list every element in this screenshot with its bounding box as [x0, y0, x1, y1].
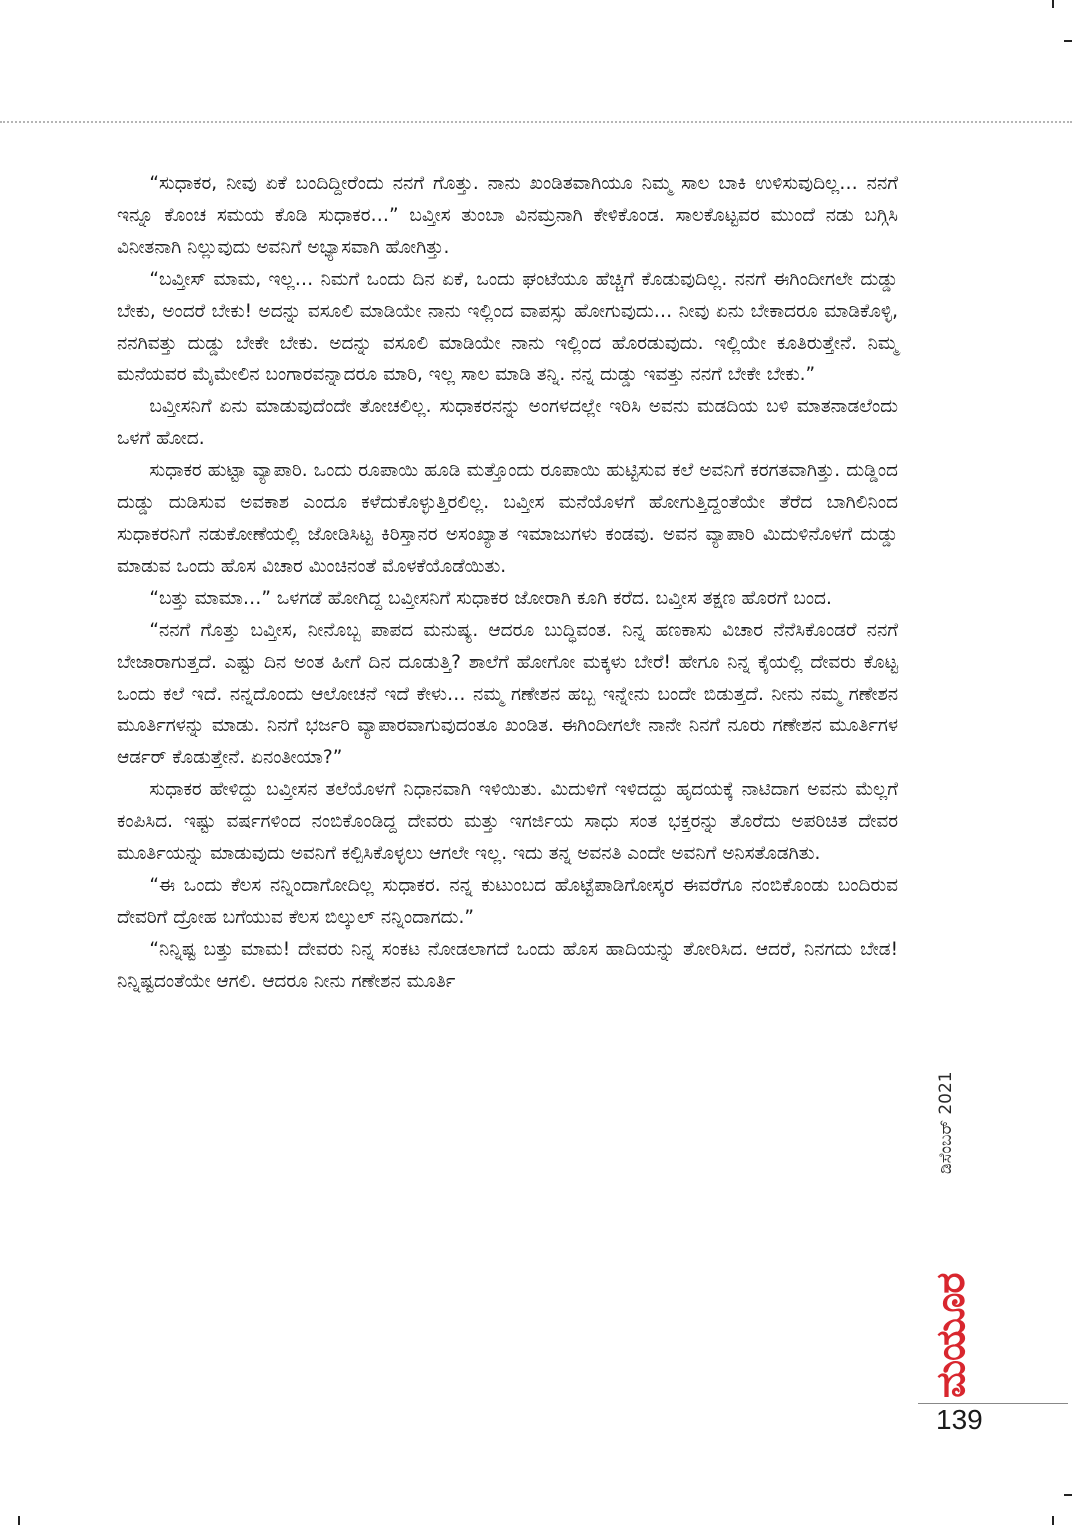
paragraph: “ಈ ಒಂದು ಕೆಲಸ ನನ್ನಿಂದಾಗೋದಿಲ್ಲ ಸುಧಾಕರ. ನನ್ನ ಕುಟುಂಬದ ಹೊಟ್ಟೆಪಾಡಿಗೋಸ್ಕರ ಈವರೆಗೂ ನಂಬಿಕೊಂಡು ಬಂದಿರುವ ದೇವರಿಗೆ ದ್ರೋಹ ಬಗೆಯುವ ಕೆಲಸ ಬಿಲ್ಕುಲ್ ನನ್ನಿಂದಾಗದು.” — [117, 874, 898, 928]
crop-mark-right-upper — [1064, 40, 1072, 42]
paragraph: “ನನಗೆ ಗೊತ್ತು ಬವ್ತೀಸ, ನೀನೊಬ್ಬ ಪಾಪದ ಮನುಷ್ಯ. ಆದರೂ ಬುದ್ಧಿವಂತ. ನಿನ್ನ ಹಣಕಾಸು ವಿಚಾರ ನೆನೆಸಿಕೊಂಡರೆ ನನಗೆ ಬೇಜಾರಾಗುತ್ತದೆ. ಎಷ್ಟು ದಿನ ಅಂತ ಹೀಗೆ ದಿನ ದೂಡುತ್ತಿ? ಶಾಲೆಗೆ ಹೋಗೋ ಮಕ್ಕಳು ಬೇರೆ! ಹೇಗೂ ನಿನ್ನ ಕೈಯಲ್ಲಿ ದೇವರು ಕೊಟ್ಟ ಒಂದು ಕಲೆ ಇದೆ. ನನ್ನದೊಂದು ಆಲೋಚನೆ ಇದೆ ಕೇಳು… ನಮ್ಮ ಗಣೇಶನ ಹಬ್ಬ ಇನ್ನೇನು ಬಂದೇ ಬಿಡುತ್ತದೆ. ನೀನು ನಮ್ಮ ಗಣೇಶನ ಮೂರ್ತಿಗಳನ್ನು ಮಾಡು. ನಿನಗೆ ಭರ್ಜರಿ ವ್ಯಾಪಾರವಾಗುವುದಂತೂ ಖಂಡಿತ. ಈಗಿಂದೀಗಲೇ ನಾನೇ ನಿನಗೆ ನೂರು ಗಣೇಶನ ಮೂರ್ತಿಗಳ ಆರ್ಡರ್ ಕೊಡುತ್ತೇನೆ. ಏನಂತೀಯಾ?” — [117, 619, 898, 769]
crop-mark-bottom-left — [18, 1516, 20, 1525]
article-body — [117, 168, 898, 998]
page-number: 139 — [936, 1404, 983, 1435]
header-dotted-rule — [0, 121, 1072, 123]
paragraph: “ಬತ್ತು ಮಾಮಾ…” ಒಳಗಡೆ ಹೋಗಿದ್ದ ಬವ್ತೀಸನಿಗೆ ಸುಧಾಕರ ಜೋರಾಗಿ ಕೂಗಿ ಕರೆದ. ಬವ್ತೀಸ ತಕ್ಷಣ ಹೊರಗೆ ಬಂದ. — [149, 587, 832, 609]
paragraph: “ಬವ್ತೀಸ್ ಮಾಮ, ಇಲ್ಲ… ನಿಮಗೆ ಒಂದು ದಿನ ಏಕೆ, ಒಂದು ಘಂಟೆಯೂ ಹೆಚ್ಚಿಗೆ ಕೊಡುವುದಿಲ್ಲ. ನನಗೆ ಈಗಿಂದೀಗಲೇ ದುಡ್ಡು ಬೇಕು, ಅಂದರೆ ಬೇಕು! ಅದನ್ನು ವಸೂಲಿ ಮಾಡಿಯೇ ನಾನು ಇಲ್ಲಿಂದ ವಾಪಸ್ಸು ಹೋಗುವುದು… ನೀವು ಏನು ಬೇಕಾದರೂ ಮಾಡಿಕೊಳ್ಳಿ, ನನಗಿವತ್ತು ದುಡ್ಡು ಬೇಕೇ ಬೇಕು. ಅದನ್ನು ವಸೂಲಿ ಮಾಡಿಯೇ ನಾನು ಇಲ್ಲಿಂದ ಹೊರಡುವುದು. ಇಲ್ಲಿಯೇ ಕೂತಿರುತ್ತೇನೆ. ನಿಮ್ಮ ಮನೆಯವರ ಮೈಮೇಲಿನ ಬಂಗಾರವನ್ನಾದರೂ ಮಾರಿ, ಇಲ್ಲ ಸಾಲ ಮಾಡಿ ತನ್ನಿ. ನನ್ನ ದುಡ್ಡು ಇವತ್ತು ನನಗೆ ಬೇಕೇ ಬೇಕು.” — [117, 268, 898, 386]
crop-mark-right-lower — [1064, 1494, 1072, 1496]
paragraph: ಸುಧಾಕರ ಹುಟ್ಟಾ ವ್ಯಾಪಾರಿ. ಒಂದು ರೂಪಾಯಿ ಹೂಡಿ ಮತ್ತೊಂದು ರೂಪಾಯಿ ಹುಟ್ಟಿಸುವ ಕಲೆ ಅವನಿಗೆ ಕರಗತವಾಗಿತ್ತು. ದುಡ್ಡಿಂದ ದುಡ್ಡು ದುಡಿಸುವ ಅವಕಾಶ ಎಂದೂ ಕಳೆದುಕೊಳ್ಳುತ್ತಿರಲಿಲ್ಲ. ಬವ್ತೀಸ ಮನೆಯೊಳಗೆ ಹೋಗುತ್ತಿದ್ದಂತೆಯೇ ತೆರೆದ ಬಾಗಿಲಿನಿಂದ ಸುಧಾಕರನಿಗೆ ನಡುಕೋಣೆಯಲ್ಲಿ ಜೋಡಿಸಿಟ್ಟ ಕಿರಿಸ್ತಾನರ ಅಸಂಖ್ಯಾತ ಇಮಾಜುಗಳು ಕಂಡವು. ಅವನ ವ್ಯಾಪಾರಿ ಮಿದುಳಿನೊಳಗೆ ದುಡ್ಡು ಮಾಡುವ ಒಂದು ಹೊಸ ವಿಚಾರ ಮಿಂಚಿನಂತೆ ಮೊಳಕೆಯೊಡೆಯಿತು. — [117, 460, 898, 577]
paragraph: ಬವ್ತೀಸನಿಗೆ ಏನು ಮಾಡುವುದೆಂದೇ ತೋಚಲಿಲ್ಲ. ಸುಧಾಕರನನ್ನು ಅಂಗಳದಲ್ಲೇ ಇರಿಸಿ ಅವನು ಮಡದಿಯ ಬಳಿ ಮಾತನಾಡಲೆಂದು ಒಳಗೆ ಹೋದ. — [117, 396, 898, 450]
magazine-logo — [928, 1218, 974, 1398]
issue-date-text: ಡಿಸೆಂಬರ್ 2021 — [936, 1071, 956, 1174]
issue-date — [932, 1071, 962, 1174]
paragraph: “ನಿನ್ನಿಷ್ಟ ಬತ್ತು ಮಾಮ! ದೇವರು ನಿನ್ನ ಸಂಕಟ ನೋಡಲಾಗದೆ ಒಂದು ಹೊಸ ಹಾದಿಯನ್ನು ತೋರಿಸಿದ. ಆದರೆ, ನಿನಗದು ಬೇಡ! ನಿನ್ನಿಷ್ಟದಂತೆಯೇ ಆಗಲಿ. ಆದರೂ ನೀನು ಗಣೇಶನ ಮೂರ್ತಿ — [117, 938, 898, 992]
paragraph: “ಸುಧಾಕರ, ನೀವು ಏಕೆ ಬಂದಿದ್ದೀರೆಂದು ನನಗೆ ಗೊತ್ತು. ನಾನು ಖಂಡಿತವಾಗಿಯೂ ನಿಮ್ಮ ಸಾಲ ಬಾಕಿ ಉಳಿಸುವುದಿಲ್ಲ… ನನಗೆ ಇನ್ನೂ ಕೊಂಚ ಸಮಯ ಕೊಡಿ ಸುಧಾಕರ…” ಬವ್ತೀಸ ತುಂಬಾ ವಿನಮ್ರನಾಗಿ ಕೇಳಿಕೊಂಡ. ಸಾಲಕೊಟ್ಟವರ ಮುಂದೆ ನಡು ಬಗ್ಗಿಸಿ ವಿನೀತನಾಗಿ ನಿಲ್ಲುವುದು ಅವನಿಗೆ ಅಭ್ಯಾಸವಾಗಿ ಹೋಗಿತ್ತು. — [117, 173, 898, 258]
magazine-logo-text: ಮಯೂರ — [928, 1273, 974, 1398]
paragraph: ಸುಧಾಕರ ಹೇಳಿದ್ದು ಬವ್ತೀಸನ ತಲೆಯೊಳಗೆ ನಿಧಾನವಾಗಿ ಇಳಿಯಿತು. ಮಿದುಳಿಗೆ ಇಳಿದದ್ದು ಹೃದಯಕ್ಕೆ ನಾಟಿದಾಗ ಅವನು ಮೆಲ್ಲಗೆ ಕಂಪಿಸಿದ. ಇಷ್ಟು ವರ್ಷಗಳಿಂದ ನಂಬಿಕೊಂಡಿದ್ದ ದೇವರು ಮತ್ತು ಇಗರ್ಜಿಯ ಸಾಧು ಸಂತ ಭಕ್ತರನ್ನು ತೊರೆದು ಅಪರಿಚಿತ ದೇವರ ಮೂರ್ತಿಯನ್ನು ಮಾಡುವುದು ಅವನಿಗೆ ಕಲ್ಪಿಸಿಕೊಳ್ಳಲು ಆಗಲೇ ಇಲ್ಲ. ಇದು ತನ್ನ ಅವನತಿ ಎಂದೇ ಅವನಿಗೆ ಅನಿಸತೊಡಗಿತು. — [117, 779, 898, 865]
crop-mark-bottom-right — [1052, 1516, 1054, 1525]
crop-mark-top-right — [1052, 0, 1054, 8]
